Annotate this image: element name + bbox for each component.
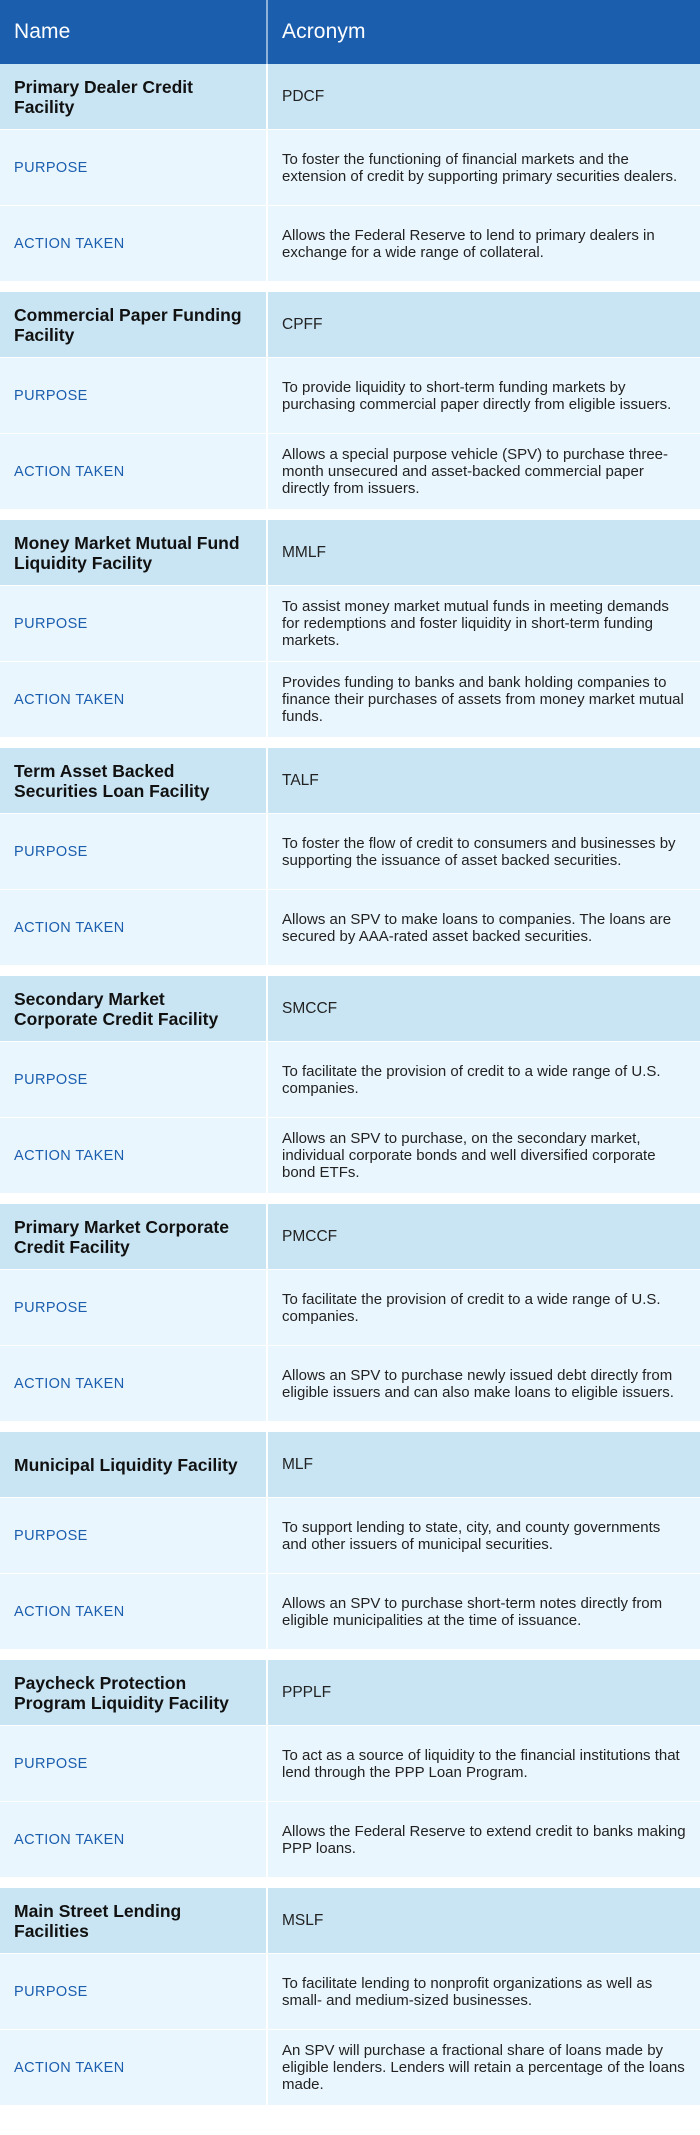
facility-row [0,1660,700,1725]
facility-row [0,520,700,585]
action-label: ACTION TAKEN [14,1603,125,1620]
purpose-row [0,357,700,433]
header-name: Name [0,0,268,64]
purpose-label: PURPOSE [14,615,88,632]
purpose-row [0,1269,700,1345]
purpose-label: PURPOSE [14,1983,88,2000]
facility-group [0,748,700,965]
purpose-row [0,1725,700,1801]
action-text: Allows an SPV to purchase, on the secondary market, individual corporate bonds and well diversified corporate bond ETFs. [282,1130,656,1181]
facility-acronym: PDCF [282,87,325,105]
purpose-row [0,1497,700,1573]
facility-row [0,64,700,129]
facility-acronym: PMCCF [282,1227,338,1245]
action-label: ACTION TAKEN [14,463,125,480]
purpose-row [0,1953,700,2029]
facility-name: Municipal Liquidity Facility [14,1454,238,1475]
action-text: Provides funding to banks and bank holding companies to finance their purchases of assets from money market mutual funds. [282,674,684,725]
facility-name: Primary Market Corporate Credit Facility [14,1216,229,1257]
action-text: Allows an SPV to purchase short-term notes directly from eligible municipalities at the time of issuance. [282,1594,663,1629]
action-label: ACTION TAKEN [14,1147,125,1164]
facility-name: Commercial Paper Funding Facility [14,304,242,345]
facility-group [0,1204,700,1421]
facility-row [0,1432,700,1497]
action-text: Allows the Federal Reserve to extend credit to banks making PPP loans. [282,1822,686,1857]
purpose-label: PURPOSE [14,1527,88,1544]
facility-row [0,1204,700,1269]
facility-name: Primary Dealer Credit Facility [14,76,193,117]
purpose-text: To support lending to state, city, and county governments and other issuers of municipal securities. [282,1518,661,1553]
purpose-text: To facilitate the provision of credit to a wide range of U.S. companies. [282,1290,661,1325]
facility-row [0,748,700,813]
purpose-text: To foster the flow of credit to consumers and businesses by supporting the issuance of asset backed securities. [282,834,676,869]
facility-name: Term Asset Backed Securities Loan Facility [14,760,210,801]
purpose-text: To provide liquidity to short-term funding markets by purchasing commercial paper directly from eligible issuers. [282,378,672,413]
facility-acronym: CPFF [282,315,323,333]
purpose-text: To foster the functioning of financial markets and the extension of credit by supporting primary securities dealers. [282,150,678,185]
purpose-text: To assist money market mutual funds in meeting demands for redemptions and foster liquidity in short-term funding markets. [282,598,669,649]
table-header [0,0,700,64]
action-row [0,433,700,509]
purpose-label: PURPOSE [14,1299,88,1316]
facility-acronym: TALF [282,771,319,789]
facility-acronym: SMCCF [282,999,338,1017]
facility-name: Secondary Market Corporate Credit Facility [14,988,219,1029]
purpose-row [0,1041,700,1117]
action-row [0,1345,700,1421]
action-label: ACTION TAKEN [14,691,125,708]
facility-name: Money Market Mutual Fund Liquidity Facility [14,532,240,573]
facility-acronym: MLF [282,1455,313,1473]
facility-group [0,1660,700,1877]
purpose-label: PURPOSE [14,159,88,176]
action-label: ACTION TAKEN [14,235,125,252]
facility-name: Paycheck Protection Program Liquidity Facility [14,1672,229,1713]
action-label: ACTION TAKEN [14,2059,125,2076]
action-label: ACTION TAKEN [14,1375,125,1392]
purpose-label: PURPOSE [14,387,88,404]
facility-row [0,1888,700,1953]
action-text: Allows the Federal Reserve to lend to primary dealers in exchange for a wide range of collateral. [282,226,655,261]
purpose-label: PURPOSE [14,843,88,860]
action-row [0,1573,700,1649]
action-label: ACTION TAKEN [14,919,125,936]
facility-group [0,64,700,281]
facility-row [0,976,700,1041]
action-row [0,2029,700,2105]
facility-acronym: PPPLF [282,1683,332,1701]
purpose-label: PURPOSE [14,1755,88,1772]
facility-row [0,292,700,357]
facility-acronym: MMLF [282,543,326,561]
purpose-text: To act as a source of liquidity to the financial institutions that lend through the PPP Loan Program. [282,1746,680,1781]
action-row [0,205,700,281]
facility-group [0,1888,700,2105]
action-text: Allows an SPV to purchase newly issued debt directly from eligible issuers and can also make loans to eligible issuers. [282,1366,674,1401]
purpose-row [0,813,700,889]
facility-name: Main Street Lending Facilities [14,1900,182,1941]
action-row [0,661,700,737]
facility-group [0,1432,700,1649]
purpose-label: PURPOSE [14,1071,88,1088]
facility-acronym: MSLF [282,1911,324,1929]
action-label: ACTION TAKEN [14,1831,125,1848]
action-row [0,1117,700,1193]
action-text: An SPV will purchase a fractional share of loans made by eligible lenders. Lenders will retain a percentage of the loans made. [282,2042,685,2093]
facility-group [0,292,700,509]
action-row [0,1801,700,1877]
purpose-text: To facilitate lending to nonprofit organizations as well as small- and medium-sized businesses. [282,1974,653,2009]
header-acronym: Acronym [282,20,366,43]
action-row [0,889,700,965]
purpose-text: To facilitate the provision of credit to a wide range of U.S. companies. [282,1062,661,1097]
facility-group [0,520,700,737]
action-text: Allows an SPV to make loans to companies. The loans are secured by AAA-rated asset backed securities. [282,910,672,945]
purpose-row [0,129,700,205]
purpose-row [0,585,700,661]
action-text: Allows a special purpose vehicle (SPV) to purchase three-month unsecured and asset-backed commercial paper directly from issuers. [282,446,669,497]
facility-group [0,976,700,1193]
